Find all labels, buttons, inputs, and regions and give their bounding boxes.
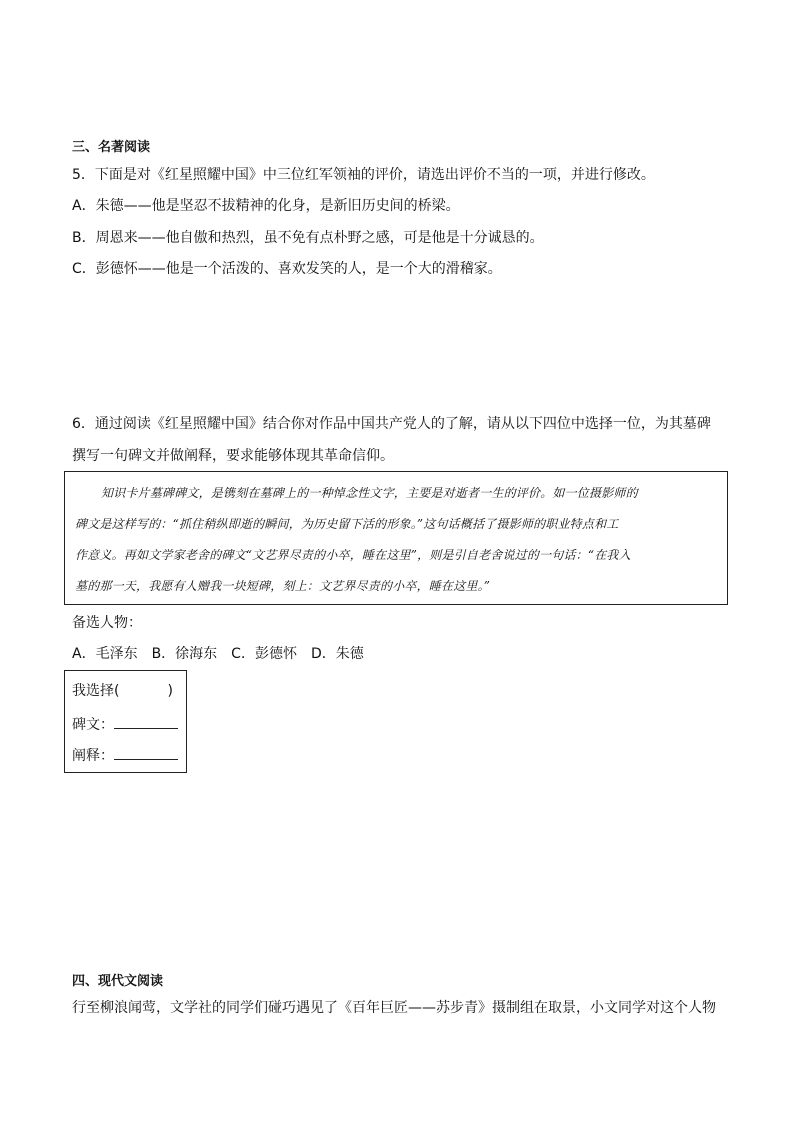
section-4-intro: 行至柳浪闻莺，文学社的同学们碰巧遇见了《百年巨匠——苏步青》摄制组在取景，小文同学对这个人物 <box>72 1000 716 1016</box>
choice-row <box>72 681 173 701</box>
inscription-row <box>72 714 178 735</box>
choice-close: ) <box>167 683 173 699</box>
knowledge-card-line3: 作意义。再如文学家老舍的碑文“文艺界尽责的小卒，睡在这里”，则是引自老舍说过的一句话：“在我入 <box>75 548 631 562</box>
question-6-prompt-line2: 撰写一句碑文并做阐释，要求能够体现其革命信仰。 <box>72 448 394 464</box>
choice-label: 我选择( <box>72 683 120 699</box>
candidates-label: 备选人物： <box>72 615 142 631</box>
inscription-blank[interactable] <box>114 714 178 729</box>
question-5-option-b: B．周恩来——他自傲和热烈，虽不免有点朴野之感，可是他是十分诚恳的。 <box>72 230 544 246</box>
question-5-prompt: 5．下面是对《红星照耀中国》中三位红军领袖的评价，请选出评价不当的一项，并进行修改。 <box>72 167 655 183</box>
section-heading-modern-reading: 四、现代文阅读 <box>72 974 164 989</box>
question-5-option-a: A．朱德——他是坚忍不拔精神的化身，是新旧历史间的桥梁。 <box>72 198 460 214</box>
explanation-row <box>72 745 178 766</box>
explanation-label: 阐释： <box>72 748 114 764</box>
question-5-option-c: C．彭德怀——他是一个活泼的、喜欢发笑的人，是一个大的滑稽家。 <box>72 261 502 277</box>
question-6-prompt-line1: 6．通过阅读《红星照耀中国》结合你对作品中国共产党人的了解，请从以下四位中选择一位，为其墓碑 <box>72 416 711 432</box>
knowledge-card-line1: 知识卡片墓碑碑文，是镌刻在墓碑上的一种悼念性文字，主要是对逝者一生的评价。如一位摄影师的 <box>101 486 638 500</box>
candidates-list: A．毛泽东 B．徐海东 C．彭德怀 D．朱德 <box>72 646 364 662</box>
knowledge-card-line2: 碑文是这样写的：“抓住稍纵即逝的瞬间，为历史留下活的形象。”这句话概括了摄影师的职业特点和工 <box>75 517 619 531</box>
explanation-blank[interactable] <box>114 745 178 760</box>
knowledge-card-line4: 墓的那一天，我愿有人赠我一块短碑，刻上：文艺界尽责的小卒，睡在这里。” <box>75 579 491 593</box>
knowledge-card <box>64 471 728 605</box>
inscription-label: 碑文： <box>72 717 114 733</box>
section-heading-famous-books: 三、名著阅读 <box>72 140 151 155</box>
answer-box <box>64 670 187 773</box>
